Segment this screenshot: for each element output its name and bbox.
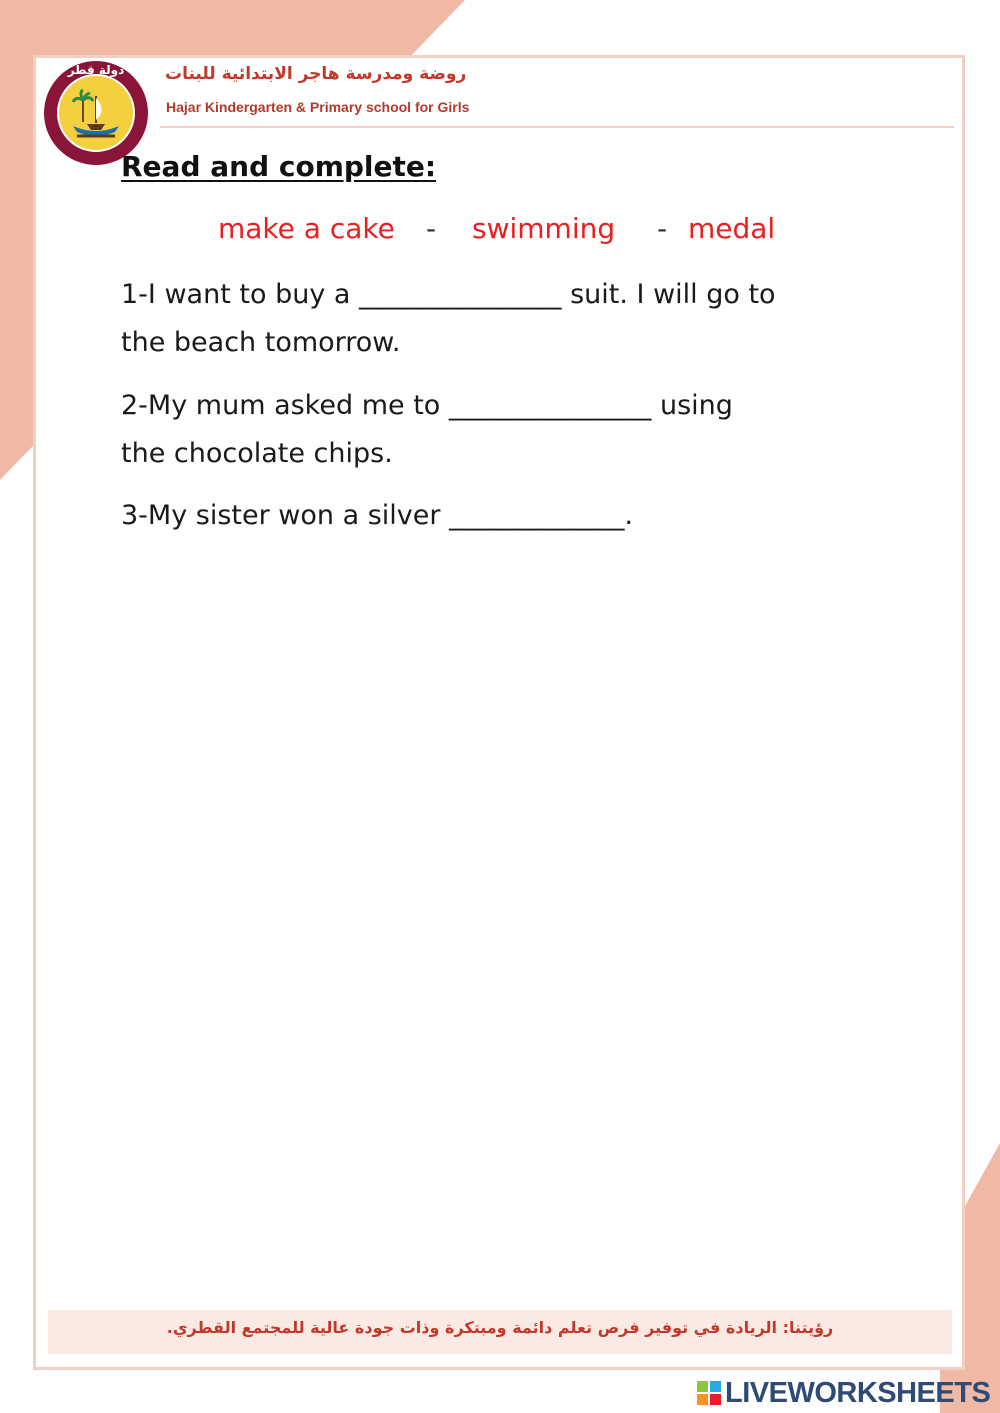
- watermark-text: LIVEWORKSHEETS: [725, 1376, 991, 1409]
- school-name-arabic: روضة ومدرسة هاجر الابتدائية للبنات: [165, 64, 467, 84]
- worksheet-frame: [33, 55, 965, 1370]
- question-1: [121, 271, 901, 367]
- question-line: 3-My sister won a silver _____________.: [121, 500, 634, 531]
- question-line: 2-My mum asked me to _______________ using: [121, 390, 733, 421]
- logo-arabic-lettering: دولة قطر: [67, 63, 125, 77]
- word-bank-separator: -: [426, 212, 437, 245]
- word-bank-item: swimming: [472, 212, 616, 245]
- question-3: [121, 492, 901, 540]
- worksheet-title: Read and complete:: [121, 150, 437, 183]
- question-line: 1-I want to buy a _______________ suit. I will go to: [121, 279, 776, 310]
- word-bank-item: medal: [688, 212, 776, 245]
- school-name-english: Hajar Kindergarten & Primary school for Girls: [166, 99, 470, 115]
- question-line: the beach tomorrow.: [121, 327, 401, 358]
- school-vision-footer: رؤيتنا: الريادة في توفير فرص تعلم دائمة ومبتكرة وذات جودة عالية للمجتمع القطري.: [166, 1318, 834, 1337]
- question-2: [121, 382, 901, 478]
- liveworksheets-watermark: [697, 1376, 990, 1410]
- word-bank-separator: -: [657, 212, 668, 245]
- header-divider: [160, 126, 954, 128]
- word-bank: [0, 212, 1000, 252]
- word-bank-item: make a cake: [218, 212, 395, 245]
- question-line: the chocolate chips.: [121, 438, 393, 469]
- liveworksheets-logo-icon: [697, 1381, 721, 1405]
